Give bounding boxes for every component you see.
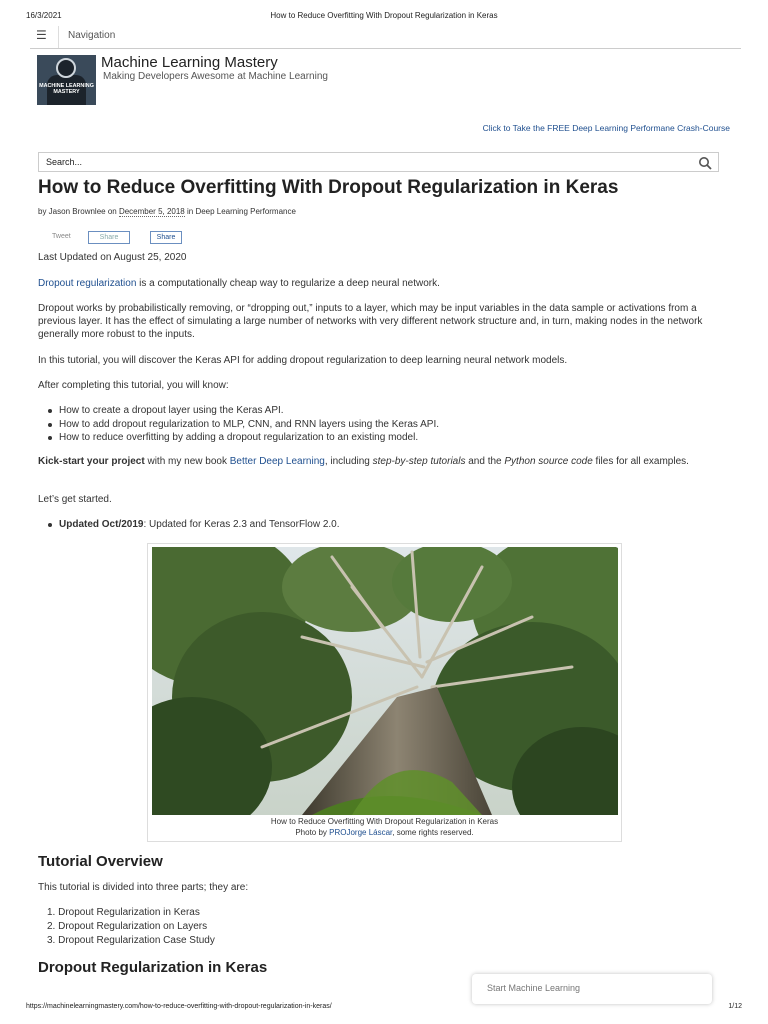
logo-head	[56, 58, 76, 78]
kickstart-em-1: step-by-step tutorials	[372, 456, 466, 467]
update-text: : Updated for Keras 2.3 and TensorFlow 2.0.	[143, 519, 340, 530]
list-item: How to add dropout regularization to MLP, CNN, and RNN layers using the Keras API.	[59, 418, 719, 432]
page-url: https://machinelearningmastery.com/how-to-reduce-overfitting-with-dropout-regularization-in-keras/	[26, 1003, 332, 1010]
paragraph-tutorial: In this tutorial, you will discover the Keras API for adding dropout regularization to deep learning neural network models.	[38, 355, 568, 366]
figure-caption: How to Reduce Overfitting With Dropout Regularization in Keras	[270, 817, 499, 826]
in-label: in	[184, 207, 196, 216]
site-title[interactable]: Machine Learning Mastery	[101, 54, 278, 71]
lets-get-started: Let’s get started.	[38, 494, 112, 505]
list-item: 3. Dropout Regularization Case Study	[47, 935, 215, 946]
search-input[interactable]: Search...	[46, 157, 83, 167]
list-item: 2. Dropout Regularization on Layers	[47, 921, 208, 932]
widget-label[interactable]: Start Machine Learning	[487, 983, 581, 993]
post-date[interactable]: December 5, 2018	[118, 207, 185, 216]
kickstart-paragraph	[38, 455, 728, 468]
site-tagline: Making Developers Awesome at Machine Learning	[103, 71, 328, 82]
by-label: by	[38, 207, 49, 216]
last-updated: Last Updated on August 25, 2020	[38, 252, 187, 263]
parts-list	[47, 906, 707, 948]
hamburger-icon[interactable]: ☰	[36, 28, 47, 42]
paragraph-after: After completing this tutorial, you will know:	[38, 380, 229, 391]
tree-photo	[152, 547, 618, 815]
crash-course-link[interactable]: Click to Take the FREE Deep Learning Performane Crash-Course	[482, 123, 730, 133]
share-button[interactable]: Share	[88, 231, 130, 244]
learning-list	[59, 404, 719, 445]
list-item: 1. Dropout Regularization in Keras	[47, 907, 200, 918]
print-header	[26, 11, 742, 23]
tweet-button[interactable]: Tweet	[52, 233, 71, 240]
update-bold: Updated Oct/2019	[59, 519, 144, 530]
photo-by-label: Photo by	[295, 828, 330, 837]
nav-divider	[58, 26, 59, 48]
print-title: How to Reduce Overfitting With Dropout Regularization in Keras	[270, 11, 498, 20]
navigation-bar	[30, 26, 741, 49]
navigation-label[interactable]: Navigation	[68, 30, 116, 41]
kickstart-text-4: files for all examples.	[592, 456, 689, 467]
section-heading-overview: Tutorial Overview	[38, 853, 163, 870]
share-button-secondary[interactable]: Share	[150, 231, 182, 244]
intro-paragraph	[38, 277, 728, 290]
figure-credit	[148, 828, 621, 837]
article-figure	[147, 543, 622, 842]
update-list	[59, 518, 719, 532]
list-item: How to create a dropout layer using the Keras API.	[59, 404, 719, 418]
search-bar[interactable]	[38, 152, 719, 172]
paragraph-dropout-explanation: Dropout works by probabilistically removing, or “dropping out,” inputs to a layer, which may be input variables in the data sample or activations from a previous layer. It has the effect of simulating a large number of networks with very different network structure and, in turn, making nodes in the network generally more robust to the inputs.	[38, 303, 703, 340]
page-number: 1/12	[728, 1003, 742, 1010]
rights-text: , some rights reserved.	[392, 828, 474, 837]
kickstart-em-2: Python source code	[504, 456, 593, 467]
kickstart-text-2: , including	[324, 456, 373, 467]
start-ml-widget[interactable]	[472, 974, 712, 1004]
kickstart-text: with my new book	[144, 456, 230, 467]
byline	[38, 207, 296, 216]
intro-text: is a computationally cheap way to regularize a deep neural network.	[136, 278, 440, 289]
logo-text: MACHINE LEARNING MASTERY	[39, 83, 94, 95]
photographer-link[interactable]: PROJorge Láscar	[329, 828, 393, 837]
print-date: 16/3/2021	[26, 11, 62, 20]
kickstart-text-3: and the	[465, 456, 505, 467]
site-logo[interactable]	[37, 55, 96, 105]
section-heading-dropout: Dropout Regularization in Keras	[38, 959, 268, 976]
search-icon[interactable]	[698, 156, 712, 170]
article-title: How to Reduce Overfitting With Dropout Regularization in Keras	[38, 177, 619, 198]
overview-intro: This tutorial is divided into three parts; they are:	[38, 882, 249, 893]
update-item	[59, 518, 719, 532]
author-link[interactable]: Jason Brownlee	[48, 207, 106, 216]
kickstart-bold: Kick-start your project	[38, 456, 145, 467]
dropout-regularization-link[interactable]: Dropout regularization	[38, 278, 137, 289]
list-item: How to reduce overfitting by adding a dropout regularization to an existing model.	[59, 431, 719, 445]
category-link[interactable]: Deep Learning Performance	[195, 207, 296, 216]
on-label: on	[105, 207, 119, 216]
book-link[interactable]: Better Deep Learning	[229, 456, 325, 467]
